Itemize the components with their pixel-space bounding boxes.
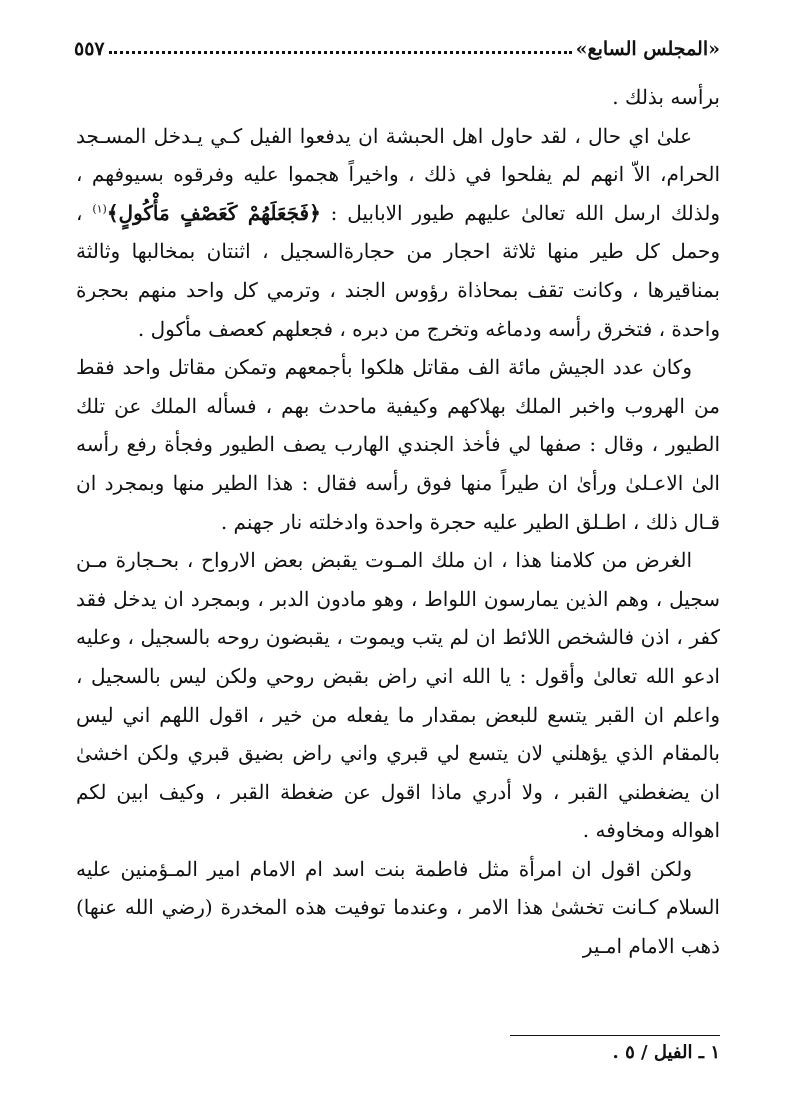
dot-leader bbox=[109, 51, 572, 54]
paragraph: ولكن اقول ان امرأة مثل فاطمة بنت اسد ام الامام امير المـؤمنين عليه السلام كـانت تخشىٰ هذا الامر ، وعندما توفيت هذه المخدرة (رضي الله عنها) ذهب الامام امـير bbox=[76, 856, 720, 959]
chapter-title: «المجلس السابع» bbox=[575, 38, 720, 60]
page-number: ٥٥٧ bbox=[74, 38, 105, 60]
paragraph-text: علىٰ اي حال ، لقد حاول اهل الحبشة ان يدفعوا الفيل كـي يـدخل المسـجد الحرام، الاّ انهم لم يفلحوا في ذلك ، واخيراً هجموا عليه وفرقوه بسيوفهم ، ولذلك ارسل الله تعالىٰ عليهم طيور الابابيل : bbox=[76, 123, 721, 225]
quran-verse: ﴿فَجَعَلَهُمْ كَعَصْفٍ مَأْكُولٍ﴾ bbox=[106, 200, 321, 225]
paragraph: برأسه بذلك . bbox=[612, 85, 720, 109]
running-header bbox=[74, 30, 720, 60]
paragraph: الغرض من كلامنا هذا ، ان ملك المـوت يقبض بعض الارواح ، بحـجارة مـن سجيل ، وهم الذين يمارسون اللواط ، وهو مادون الدبر ، وبمجرد ان يدخل فقد كفر ، اذن فالشخص اللائط ان لم يتب ويموت ، يقبضون روحه بالسجيل ، وعليه ادعو الله تعالىٰ وأقول : يا الله اني راض بقبض روحي ولكن ليس بالسجيل ، واعلم ان القبر يتسع للبعض بمقدار ما يفعله من خير ، اقول اللهم اني ليس بالمقام الذي يؤهلني لان يتسع لي قبري واني راض بضيق قبري ولكن اخشىٰ ان يضغطني القبر ، ولا أدري ماذا اقول عن ضغطة القبر ، وكيف ابين لكم اهواله ومخاوفه . bbox=[76, 548, 720, 843]
paragraph-text: طير منها ثلاثة احجار من حجارةالسجيل ، اثنتان بمخالبها وثالثة بمناقيرها ، وكانت تقف بمحاذاة رؤوس الجند ، وترمي كل واحد منهم بحجرة واحدة ، فتخرق رأسه ودماغه وتخرج من دبره ، فجعلهم كعصف مأكول . bbox=[76, 239, 720, 341]
body-text bbox=[76, 78, 720, 966]
paragraph: وكان عدد الجيش مائة الف مقاتل هلكوا بأجمعهم وتمكن مقاتل واحد فقط من الهروب واخبر الملك بهلاكهم وكيفية ماحدث بهم ، فسأله الملك عن تلك الطيور ، وقال : صفها لي فأخذ الجندي الهارب يصف الطيور وفجأة رفع رأسه الىٰ الاعـلىٰ ورأىٰ ان طيراً منها فوق رأسه فقال : هذا الطير منها وبمجرد ان قـال ذلك ، اطـلق الطير عليه حجرة واحدة وادخلته نار جهنم . bbox=[76, 355, 720, 534]
footnote-divider bbox=[510, 1035, 720, 1036]
paragraph-continuation: ، وحمل كل bbox=[76, 200, 720, 264]
footnote: ١ ـ الفيل / ٥ . bbox=[612, 1042, 720, 1063]
paragraph-with-verse bbox=[76, 117, 720, 349]
footnote-reference: (١) bbox=[92, 202, 107, 216]
